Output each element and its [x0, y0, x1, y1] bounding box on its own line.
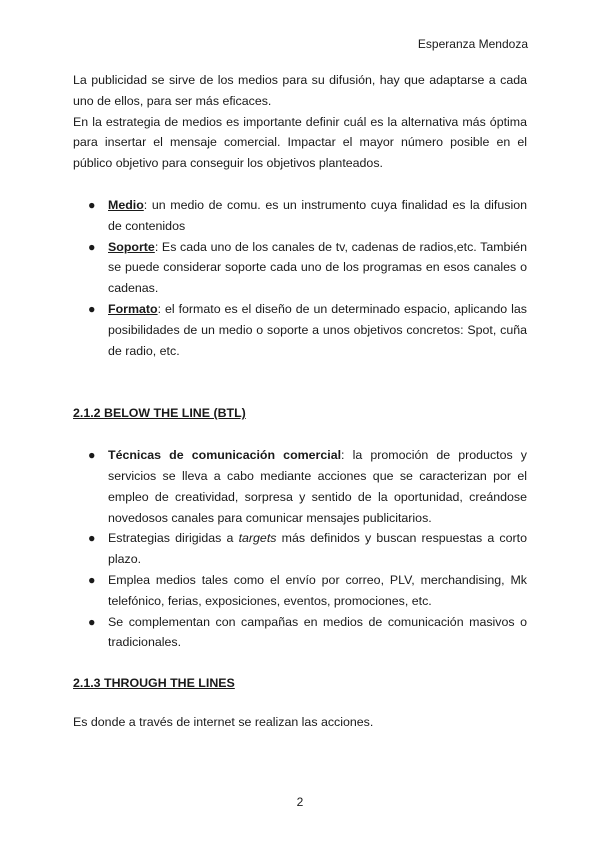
bullet-icon: ●	[88, 572, 96, 587]
definition-text: : el formato es el diseño de un determinado espacio, aplicando las posibilidades de un medio o soporte a unos objetivos concretos: Spot, cuña de radio, etc.	[108, 301, 527, 358]
page-content	[73, 70, 527, 733]
page-number: 2	[296, 795, 304, 809]
list-item	[73, 528, 527, 570]
bullet-icon: ●	[88, 239, 96, 254]
intro-paragraph-2: En la estrategia de medios es importante definir cuál es la alternativa más óptima para insertar el mensaje comercial. Impactar el mayor número posible en el público objetivo para conseguir los objetivos planteados.	[73, 114, 527, 171]
intro-paragraph-1: La publicidad se sirve de los medios para su difusión, hay que adaptarse a cada uno de ellos, para ser más eficaces.	[73, 73, 527, 108]
item-text: Estrategias dirigidas a	[108, 531, 239, 546]
bullet-icon: ●	[88, 614, 96, 629]
definitions-list	[73, 195, 527, 361]
term-formato: Formato	[108, 301, 158, 316]
bullet-icon: ●	[88, 531, 96, 546]
item-text: Emplea medios tales como el envío por correo, PLV, merchandising, Mk telefónico, ferias, exposiciones, eventos, promociones, etc.	[108, 572, 527, 608]
list-item	[73, 445, 527, 528]
ttl-paragraph: Es donde a través de internet se realizan las acciones.	[73, 714, 374, 729]
bullet-icon: ●	[88, 197, 96, 212]
item-text: más definidos y buscan respuestas a corto plazo.	[108, 531, 527, 567]
list-item	[73, 570, 527, 612]
item-text: : la promoción de productos y servicios se lleva a cabo mediante acciones que se caracterizan por el empleo de creatividad, sorpresa y sentido de la oportunidad, creándose novedosos canales para comunicar mensajes publicitarios.	[108, 448, 527, 525]
bullet-icon: ●	[88, 301, 96, 316]
term-tecnicas: Técnicas de comunicación comercial	[108, 448, 342, 463]
btl-list	[73, 445, 527, 653]
bullet-icon: ●	[88, 448, 96, 463]
definition-text: : un medio de comu. es un instrumento cuya finalidad es la difusion de contenidos	[108, 197, 527, 233]
definition-text: : Es cada uno de los canales de tv, cadenas de radios,etc. También se puede considerar soporte cada uno de los programas en esos canales o cadenas.	[108, 239, 527, 296]
list-item	[73, 612, 527, 654]
list-item	[73, 195, 527, 237]
item-text: Se complementan con campañas en medios de comunicación masivos o tradicionales.	[108, 614, 527, 650]
term-medio: Medio	[108, 197, 144, 212]
term-soporte: Soporte	[108, 239, 155, 254]
header-author: Esperanza Mendoza	[417, 37, 528, 51]
section-heading-btl: 2.1.2 BELOW THE LINE (BTL)	[73, 406, 246, 421]
item-emphasis: targets	[238, 531, 277, 546]
list-item	[73, 299, 527, 361]
section-heading-ttl: 2.1.3 THROUGH THE LINES	[73, 676, 235, 691]
list-item	[73, 237, 527, 299]
